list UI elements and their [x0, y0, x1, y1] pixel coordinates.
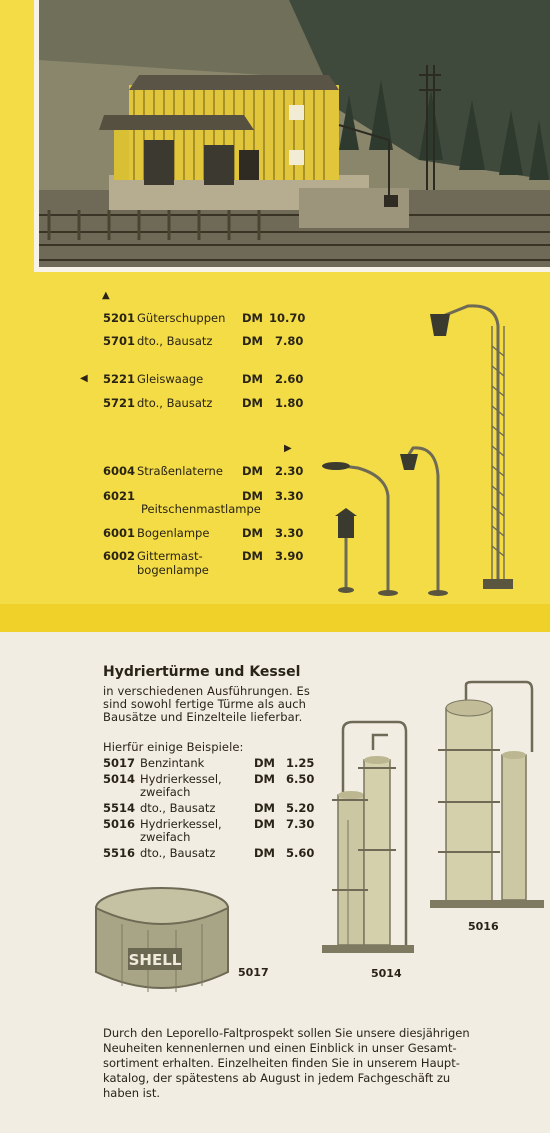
item-price: 3.30 [275, 489, 304, 503]
item-number: 5017 [103, 756, 136, 770]
lamps-illustration [318, 296, 550, 601]
item-name-continued: zweifach [140, 830, 191, 844]
footer-line-5: haben ist. [103, 1086, 161, 1100]
item-name: dto., Bausatz [137, 334, 213, 348]
intro-line-3: Bausätze und Einzelteile lieferbar. [103, 710, 303, 724]
item-name: Hydrierkessel, [140, 772, 222, 786]
currency-label: DM [242, 549, 263, 563]
currency-label: DM [242, 396, 263, 410]
item-price: 7.80 [275, 334, 304, 348]
item-price: 6.50 [286, 772, 315, 786]
item-price: 5.20 [286, 801, 315, 815]
currency-label: DM [242, 489, 263, 503]
item-price: 7.30 [286, 817, 315, 831]
item-price: 1.25 [286, 756, 315, 770]
up-arrow-marker: ▲ [102, 290, 110, 301]
item-number: 5221 [103, 372, 136, 386]
left-arrow-marker: ◀ [80, 373, 88, 384]
item-number: 5014 [103, 772, 136, 786]
item-name: Gittermast- [137, 549, 203, 563]
footer-line-4: katalog, der spätestens ab August in jedem Fachgeschäft zu [103, 1071, 451, 1085]
item-number: 6002 [103, 549, 136, 563]
currency-label: DM [254, 817, 275, 831]
intro-line-2: sind sowohl fertige Türme als auch [103, 697, 307, 711]
currency-label: DM [242, 311, 263, 325]
right-arrow-marker: ▶ [284, 443, 292, 454]
item-number: 5721 [103, 396, 136, 410]
item-name: Hydrierkessel, [140, 817, 222, 831]
currency-label: DM [254, 801, 275, 815]
item-name-continued: bogenlampe [137, 563, 209, 577]
footer-line-1: Durch den Leporello-Faltprospekt sollen Sie unsere diesjährigen [103, 1026, 470, 1040]
item-price: 2.60 [275, 372, 304, 386]
item-number: 6001 [103, 526, 136, 540]
item-name-continued: zweifach [140, 785, 191, 799]
currency-label: DM [254, 756, 275, 770]
currency-label: DM [242, 464, 263, 478]
footer-line-2: Neuheiten kennenlernen und einen Einblick in unser Gesamt- [103, 1041, 457, 1055]
item-price: 2.30 [275, 464, 304, 478]
item-name: Güterschuppen [137, 311, 226, 325]
item-number: 6021 [103, 489, 136, 503]
item-price: 5.60 [286, 846, 315, 860]
item-number: 5201 [103, 311, 136, 325]
item-price: 3.30 [275, 526, 304, 540]
item-name: dto., Bausatz [137, 396, 213, 410]
currency-label: DM [242, 334, 263, 348]
item-number: 5701 [103, 334, 136, 348]
item-name: Gleiswaage [137, 372, 204, 386]
caption-tank: 5017 [238, 966, 269, 979]
tower-5016-illustration [426, 680, 548, 910]
currency-label: DM [242, 372, 263, 386]
examples-label: Hierfür einige Beispiele: [103, 740, 244, 754]
item-price: 1.80 [275, 396, 304, 410]
currency-label: DM [242, 526, 263, 540]
item-name: Bogenlampe [137, 526, 210, 540]
item-number: 5514 [103, 801, 136, 815]
tank-label: SHELL [128, 951, 182, 969]
tower-5014-illustration [318, 720, 418, 955]
currency-label: DM [254, 772, 275, 786]
item-number: 5016 [103, 817, 136, 831]
item-number: 5516 [103, 846, 136, 860]
caption-tower-5014: 5014 [371, 967, 402, 980]
caption-tower-5016: 5016 [468, 920, 499, 933]
item-name: Peitschenmastlampe [141, 502, 261, 516]
goods-shed-photo [34, 0, 550, 272]
item-price: 3.90 [275, 549, 304, 563]
item-name: Straßenlaterne [137, 464, 223, 478]
item-price: 10.70 [269, 311, 306, 325]
yellow-divider-band [0, 604, 550, 632]
item-name: dto., Bausatz [140, 801, 216, 815]
shell-tank-illustration [92, 886, 232, 996]
currency-label: DM [254, 846, 275, 860]
item-name: dto., Bausatz [140, 846, 216, 860]
intro-line-1: in verschiedenen Ausführungen. Es [103, 684, 310, 698]
item-name: Benzintank [140, 756, 205, 770]
section-heading: Hydriertürme und Kessel [103, 664, 301, 680]
footer-line-3: sortiment erhalten. Einzelheiten finden Sie in unserem Haupt- [103, 1056, 460, 1070]
item-number: 6004 [103, 464, 136, 478]
